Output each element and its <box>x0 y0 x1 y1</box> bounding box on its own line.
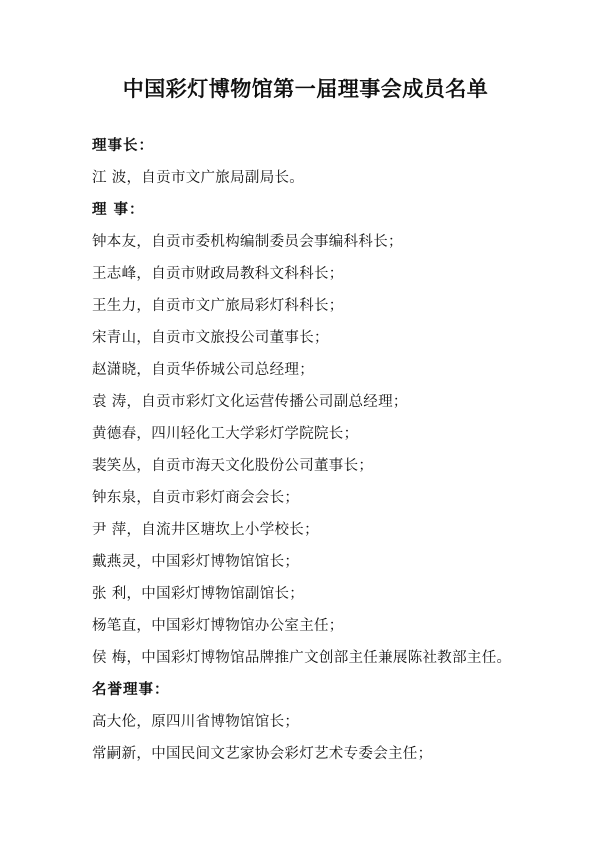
member-line: 杨笔直，中国彩灯博物馆办公室主任； <box>92 618 344 634</box>
member-line: 钟本友，自贡市委机构编制委员会事编科科长； <box>92 234 403 250</box>
member-line: 袁 涛，自贡市彩灯文化运营传播公司副总经理； <box>92 394 408 410</box>
member-line: 钟东泉，自贡市彩灯商会会长； <box>92 490 300 506</box>
member-line: 侯 梅，中国彩灯博物馆品牌推广文创部主任兼展陈社教部主任。 <box>92 650 512 666</box>
member-line: 戴燕灵，中国彩灯博物馆馆长； <box>92 554 300 570</box>
member-line: 张 利，中国彩灯博物馆副馆长； <box>92 586 305 602</box>
document-title: 中国彩灯博物馆第一届理事会成员名单 <box>122 76 489 101</box>
member-line: 常嗣新，中国民间文艺家协会彩灯艺术专委会主任； <box>92 746 433 762</box>
member-line: 宋青山，自贡市文旅投公司董事长； <box>92 330 329 346</box>
member-line: 赵潇晓，自贡华侨城公司总经理； <box>92 362 314 378</box>
member-list <box>92 130 532 770</box>
section-heading-directors: 理 事： <box>92 202 145 218</box>
member-line: 王志峰，自贡市财政局教科文科科长； <box>92 266 344 282</box>
member-line: 江 波，自贡市文广旅局副局长。 <box>92 170 305 186</box>
member-line: 黄德春，四川轻化工大学彩灯学院院长； <box>92 426 359 442</box>
section-heading-honorary-directors: 名誉理事： <box>92 682 170 698</box>
section-heading-chairman: 理事长： <box>92 138 154 154</box>
member-line: 尹 萍，自流井区塘坎上小学校长； <box>92 522 319 538</box>
member-line: 王生力，自贡市文广旅局彩灯科科长； <box>92 298 344 314</box>
member-line: 裴笑丛，自贡市海天文化股份公司董事长； <box>92 458 374 474</box>
member-line: 高大伦，原四川省博物馆馆长； <box>92 714 300 730</box>
